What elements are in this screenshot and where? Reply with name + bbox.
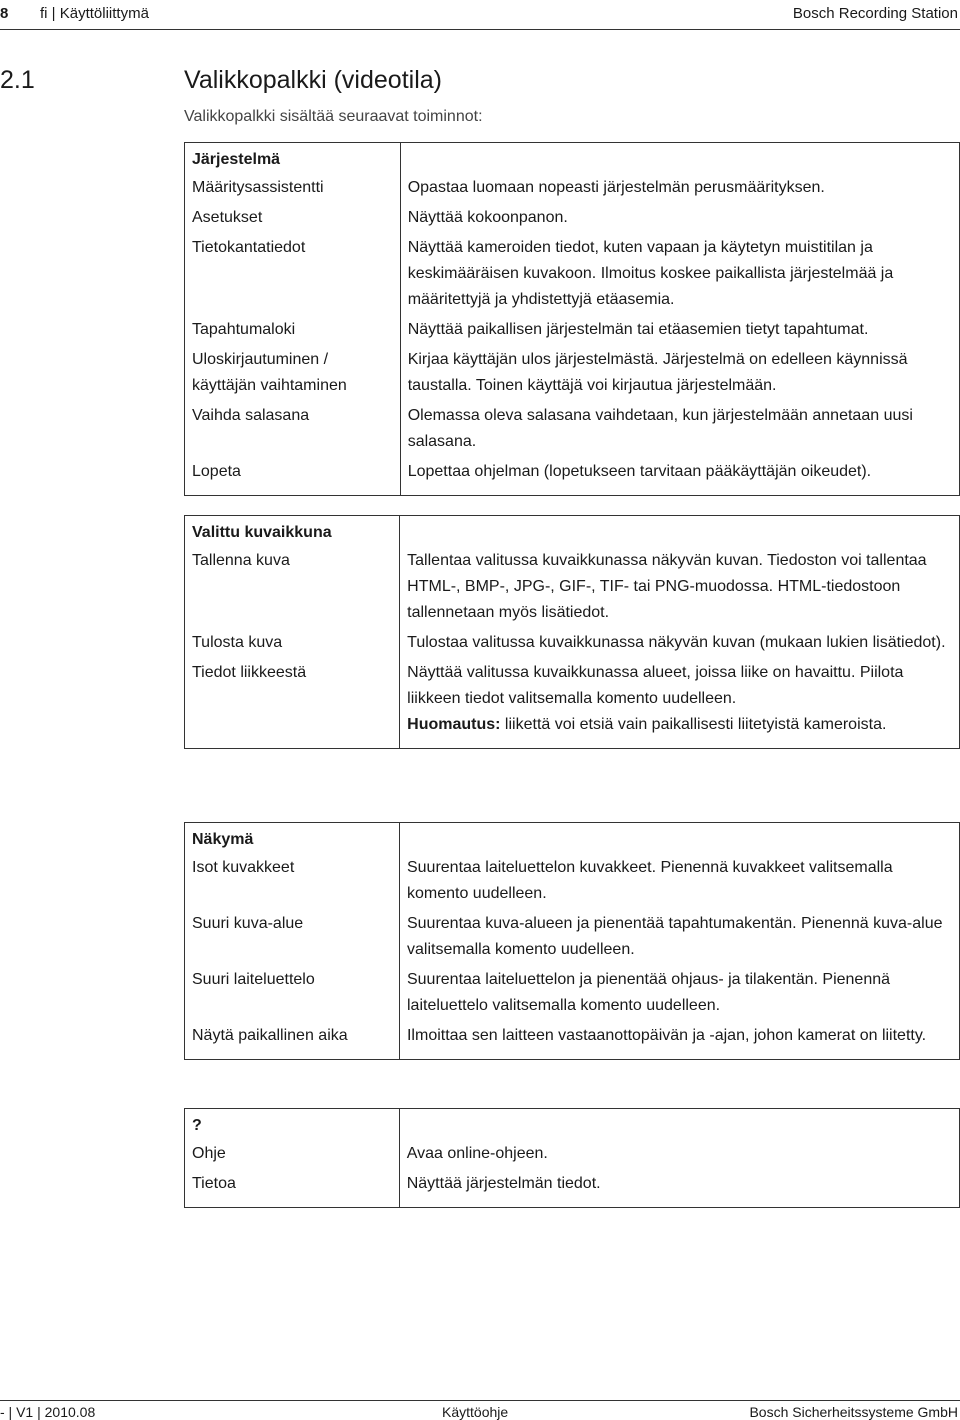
menu-item-label: Tietoa — [185, 1171, 400, 1208]
page-number: 8 — [0, 5, 9, 22]
menu-item-desc: Olemassa oleva salasana vaihdetaan, kun järjestelmään annetaan uusi salasana. — [400, 403, 959, 459]
menu-item-desc: Suurentaa laiteluettelon kuvakkeet. Pienennä kuvakkeet valitsemalla komento uudelleen. — [399, 855, 959, 911]
menu-item-label: Isot kuvakkeet — [185, 855, 400, 911]
footer-company: Bosch Sicherheitssysteme GmbH — [749, 1404, 958, 1420]
note-text: liikettä voi etsiä vain paikallisesti liitetyistä kameroista. — [500, 716, 887, 733]
menu-item-label: Tiedot liikkeestä — [185, 660, 400, 749]
menu-item-desc: Näyttää paikallisen järjestelmän tai etäasemien tietyt tapahtumat. — [400, 317, 959, 347]
header-divider — [0, 29, 960, 30]
menu-table-help — [184, 1108, 960, 1208]
footer-doc-type: Käyttöohje — [442, 1404, 509, 1420]
menu-table-nakyma — [184, 822, 960, 1060]
menu-item-desc: Opastaa luomaan nopeasti järjestelmän perusmäärityksen. — [400, 175, 959, 205]
menu-title: Valittu kuvaikkuna — [185, 516, 400, 549]
table-row — [185, 855, 960, 911]
menu-title: Näkymä — [185, 823, 400, 856]
menu-item-label: Suuri laiteluettelo — [185, 967, 400, 1023]
table-row — [185, 459, 960, 496]
menu-item-desc-with-note — [400, 660, 960, 749]
menu-item-label: Tulosta kuva — [185, 630, 400, 660]
menu-item-label: Tietokantatiedot — [185, 235, 401, 317]
menu-item-desc: Suurentaa laiteluettelon ja pienentää ohjaus- ja tilakentän. Pienennä laiteluettelo valitsemalla komento uudelleen. — [399, 967, 959, 1023]
menu-item-desc: Avaa online-ohjeen. — [399, 1141, 959, 1171]
menu-item-desc: Kirjaa käyttäjän ulos järjestelmästä. Järjestelmä on edelleen käynnissä taustalla. Toinen käyttäjä voi kirjautua järjestelmään. — [400, 347, 959, 403]
table-row — [185, 1023, 960, 1060]
table-row — [185, 317, 960, 347]
menu-title: ? — [185, 1109, 400, 1142]
menu-item-desc: Suurentaa kuva-alueen ja pienentää tapahtumakentän. Pienennä kuva-alue valitsemalla komento uudelleen. — [399, 911, 959, 967]
brand-name: Bosch Recording Station — [792, 5, 958, 22]
menu-item-label: Näytä paikallinen aika — [185, 1023, 400, 1060]
table-row — [185, 1141, 960, 1171]
menu-item-label: Tallenna kuva — [185, 548, 400, 630]
intro-text: Valikkopalkki sisältää seuraavat toiminnot: — [184, 108, 483, 125]
section-title: Valikkopalkki (videotila) — [184, 66, 442, 94]
table-row — [185, 548, 960, 630]
table-row — [185, 403, 960, 459]
menu-item-label: Ohje — [185, 1141, 400, 1171]
table-row — [185, 967, 960, 1023]
menu-item-label: Lopeta — [185, 459, 401, 496]
table-row — [185, 175, 960, 205]
table-row — [185, 347, 960, 403]
page-footer — [0, 1400, 960, 1420]
footer-version: - | V1 | 2010.08 — [0, 1404, 96, 1420]
menu-item-desc: Ilmoittaa sen laitteen vastaanottopäivän ja -ajan, johon kamerat on liitetty. — [399, 1023, 959, 1060]
table-row — [185, 235, 960, 317]
footer-divider — [0, 1400, 960, 1401]
menu-item-label: Suuri kuva-alue — [185, 911, 400, 967]
menu-title: Järjestelmä — [185, 143, 401, 176]
menu-item-desc: Näyttää kokoonpanon. — [400, 205, 959, 235]
table-row — [185, 630, 960, 660]
table-row — [185, 660, 960, 749]
table-row — [185, 911, 960, 967]
menu-item-label: Vaihda salasana — [185, 403, 401, 459]
section-label: fi | Käyttöliittymä — [40, 5, 149, 22]
note-label: Huomautus: — [407, 716, 501, 733]
table-row — [185, 1171, 960, 1208]
menu-item-label: Tapahtumaloki — [185, 317, 401, 347]
section-number: 2.1 — [0, 66, 35, 94]
table-row — [185, 205, 960, 235]
menu-item-desc: Näyttää järjestelmän tiedot. — [399, 1171, 959, 1208]
menu-item-desc: Näyttää valitussa kuvaikkunassa alueet, joissa liike on havaittu. Piilota liikkeen tiedot valitsemalla komento uudelleen. — [407, 664, 904, 707]
menu-table-jarjestelma — [184, 142, 960, 496]
menu-item-desc: Tallentaa valitussa kuvaikkunassa näkyvän kuvan. Tiedoston voi tallentaa HTML-, BMP-, JPG-, GIF-, TIF- tai PNG-muodossa. HTML-tiedostoon tallennetaan myös lisätiedot. — [400, 548, 960, 630]
menu-table-valittu-kuvaikkuna — [184, 515, 960, 749]
menu-item-label: Asetukset — [185, 205, 401, 235]
menu-item-desc: Näyttää kameroiden tiedot, kuten vapaan ja käytetyn muistitilan ja keskimääräisen kuvakoon. Ilmoitus koskee paikallista järjestelmää ja määritettyjä ja yhdistettyjä etäasemia. — [400, 235, 959, 317]
page-header — [0, 0, 960, 30]
menu-item-label: Määritysassistentti — [185, 175, 401, 205]
menu-item-label: Uloskirjautuminen / käyttäjän vaihtaminen — [185, 347, 401, 403]
menu-item-desc: Tulostaa valitussa kuvaikkunassa näkyvän kuvan (mukaan lukien lisätiedot). — [400, 630, 960, 660]
menu-item-desc: Lopettaa ohjelman (lopetukseen tarvitaan pääkäyttäjän oikeudet). — [400, 459, 959, 496]
